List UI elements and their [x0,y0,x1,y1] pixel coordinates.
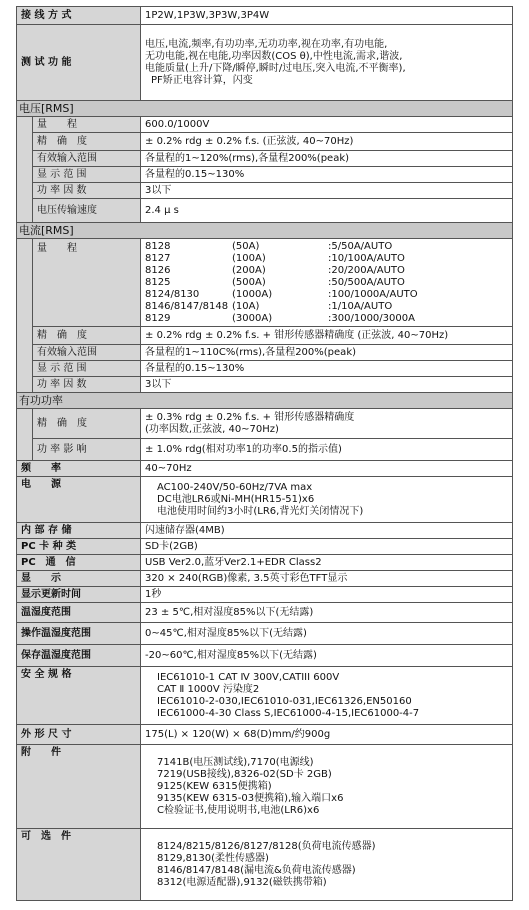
pf-effect-label: 功 率 影 响 [33,439,141,461]
active-power-row [17,439,513,461]
functions-line: 电压,电流,频率,有功功率,无功功率,视在功率,有功电能, [145,38,388,50]
voltage-accuracy-label: 精 确 度 [33,133,141,151]
voltage-range-value: 600.0/1000V [141,117,513,133]
spec-label: 温湿度范围 [17,603,141,623]
spec-line: 175(L) × 120(W) × 68(D)mm/约900g [145,728,331,740]
section-current [17,223,513,239]
voltage-row [17,133,513,151]
spec-row [17,477,513,523]
spec-value [141,725,513,745]
spec-value [141,555,513,571]
spec-value [141,523,513,539]
voltage-row [17,183,513,199]
spec-label: 频 率 [17,461,141,477]
spec-line: 闪速储存器(4MB) [145,524,225,536]
spec-row [17,571,513,587]
spec-row [17,623,513,645]
spec-value [141,477,513,523]
spec-value [141,539,513,555]
current-display-label: 显 示 范 围 [33,361,141,377]
voltage-crest-label: 功 率 因 数 [33,183,141,199]
spec-line: CAT Ⅱ 1000V 污染度2 [157,683,260,695]
spec-line: 8129,8130(柔性传感器) [157,852,269,864]
spec-line: 23 ± 5℃,相对湿度85%以下(无结露) [145,606,314,618]
spec-row [17,603,513,623]
spec-line: 0~45℃,相对湿度85%以下(无结露) [145,627,307,639]
row-wiring [17,7,513,25]
spec-sheet [16,6,512,901]
voltage-row [17,117,513,133]
spec-label: 安 全 规 格 [17,667,141,725]
current-crest-label: 功 率 因 数 [33,377,141,393]
spec-label: 显 示 [17,571,141,587]
spec-value [141,587,513,603]
voltage-accuracy-value: ± 0.2% rdg ± 0.2% f.s. (正弦波, 40~70Hz) [141,133,513,151]
spec-line: 9125(KEW 6315便携箱) [157,780,272,792]
current-range-row [17,239,513,327]
spec-value [141,461,513,477]
spec-row [17,523,513,539]
spec-line: 8312(电源适配器),9132(磁铁携带箱) [157,876,327,888]
current-accuracy-value: ± 0.2% rdg ± 0.2% f.s. + 钳形传感器精确度 (正弦波, 40~70Hz) [141,327,513,345]
spec-label: 操作温湿度范围 [17,623,141,645]
current-row [17,345,513,361]
current-range-table [141,239,513,327]
spec-line: DC电池LR6或Ni-MH(HR15-51)x6 [157,493,315,505]
spec-line: 40~70Hz [145,462,192,474]
spec-value [141,571,513,587]
range-row: 8146/8147/8148 (10A) :1/10A/AUTO [145,300,393,312]
voltage-speed-label: 电压传输速度 [33,199,141,223]
section-voltage [17,101,513,117]
current-row [17,377,513,393]
spec-row [17,829,513,901]
current-input-label: 有效输入范围 [33,345,141,361]
spec-row [17,645,513,667]
spec-row [17,745,513,829]
voltage-speed-value: 2.4 μ s [141,199,513,223]
spec-line: C检验证书,使用说明书,电池(LR6)x6 [157,804,320,816]
spec-value [141,623,513,645]
spec-line: 8124/8215/8126/8127/8128(负荷电流传感器) [157,840,376,852]
current-crest-value: 3以下 [141,377,513,393]
voltage-row [17,167,513,183]
spec-value [141,645,513,667]
spec-value [141,829,513,901]
active-power-row [17,409,513,439]
spec-table [16,6,513,901]
spec-line: AC100-240V/50-60Hz/7VA max [157,481,313,493]
spec-row [17,461,513,477]
spec-label: 附 件 [17,745,141,829]
active-accuracy-label: 精 确 度 [33,409,141,439]
range-row: 8126 (200A) :20/200A/AUTO [145,264,405,276]
current-row [17,327,513,345]
functions-line: 无功电能,视在电能,功率因数(COS θ),中性电流,需求,谐波, [145,50,403,62]
functions-label: 测 试 功 能 [17,25,141,101]
spec-row [17,667,513,725]
spec-row [17,725,513,745]
current-row [17,361,513,377]
range-row: 8129 (3000A) :300/1000/3000A [145,312,415,324]
spec-value [141,667,513,725]
spec-label: 内 部 存 储 [17,523,141,539]
active-power-title: 有功功率 [17,393,513,409]
range-row: 8125 (500A) :50/500A/AUTO [145,276,405,288]
voltage-title: 电压[RMS] [17,101,513,117]
spec-line: IEC61010-2-030,IEC61010-031,IEC61326,EN50160 [157,695,412,707]
spec-row [17,539,513,555]
current-input-value: 各量程的1~110C%(rms),各量程200%(peak) [141,345,513,361]
section-active-power [17,393,513,409]
voltage-input-label: 有效输入范围 [33,151,141,167]
spec-line: USB Ver2.0,蓝牙Ver2.1+EDR Class2 [145,556,322,568]
current-title: 电流[RMS] [17,223,513,239]
specs-body [17,461,513,901]
voltage-display-label: 显 示 范 围 [33,167,141,183]
current-range-label: 量 程 [33,239,141,327]
range-row: 8128 (50A) :5/50A/AUTO [145,240,393,252]
spec-label: 电 源 [17,477,141,523]
active-accuracy-value: ± 0.3% rdg ± 0.2% f.s. + 钳形传感器精确度 (功率因数,正弦波, 40~70Hz) [141,409,513,439]
wiring-label: 接 线 方 式 [17,7,141,25]
spec-row [17,587,513,603]
spec-line: 1秒 [145,588,162,600]
functions-line: PF矫正电容计算，闪变 [151,74,253,86]
spec-line: -20~60℃,相对湿度85%以下(无结露) [145,649,317,661]
spec-line: SD卡(2GB) [145,540,198,552]
spec-label: 显示更新时间 [17,587,141,603]
spec-line: 电池使用时间约3小时(LR6,背光灯关闭情况下) [157,505,364,517]
voltage-row [17,151,513,167]
voltage-crest-value: 3以下 [141,183,513,199]
functions-line: 电能质量(上升/下降/瞬停,瞬时/过电压,突入电流,不平衡率), [145,62,406,74]
spec-line: 9135(KEW 6315-03便携箱),输入端口x6 [157,792,344,804]
spec-label: PC 通 信 [17,555,141,571]
voltage-display-value: 各量程的0.15~130% [141,167,513,183]
voltage-input-value: 各量程的1~120%(rms),各量程200%(peak) [141,151,513,167]
spec-line: IEC61010-1 CAT Ⅳ 300V,CATIII 600V [157,671,340,683]
spec-label: PC 卡 种 类 [17,539,141,555]
pf-effect-value: ± 1.0% rdg(相对功率1的功率0.5的指示值) [141,439,513,461]
current-accuracy-label: 精 确 度 [33,327,141,345]
range-row: 8124/8130 (1000A) :100/1000A/AUTO [145,288,418,300]
voltage-range-label: 量 程 [33,117,141,133]
row-functions [17,25,513,101]
spec-label: 外 形 尺 寸 [17,725,141,745]
voltage-row [17,199,513,223]
spec-row [17,555,513,571]
spec-line: 8146/8147/8148(漏电流&负荷电流传感器) [157,864,356,876]
spec-label: 可 选 件 [17,829,141,901]
current-display-value: 各量程的0.15~130% [141,361,513,377]
spec-line: 7219(USB接线),8326-02(SD卡 2GB) [157,768,332,780]
range-row: 8127 (100A) :10/100A/AUTO [145,252,405,264]
spec-value [141,745,513,829]
spec-label: 保存温湿度范围 [17,645,141,667]
spec-line: IEC61000-4-30 Class S,IEC61000-4-15,IEC61000-4-7 [157,707,420,719]
spec-value [141,603,513,623]
spec-line: 320 × 240(RGB)像素, 3.5英寸彩色TFT显示 [145,572,348,584]
wiring-value: 1P2W,1P3W,3P3W,3P4W [141,7,513,25]
functions-value [141,25,513,101]
spec-line: 7141B(电压测试线),7170(电源线) [157,756,314,768]
